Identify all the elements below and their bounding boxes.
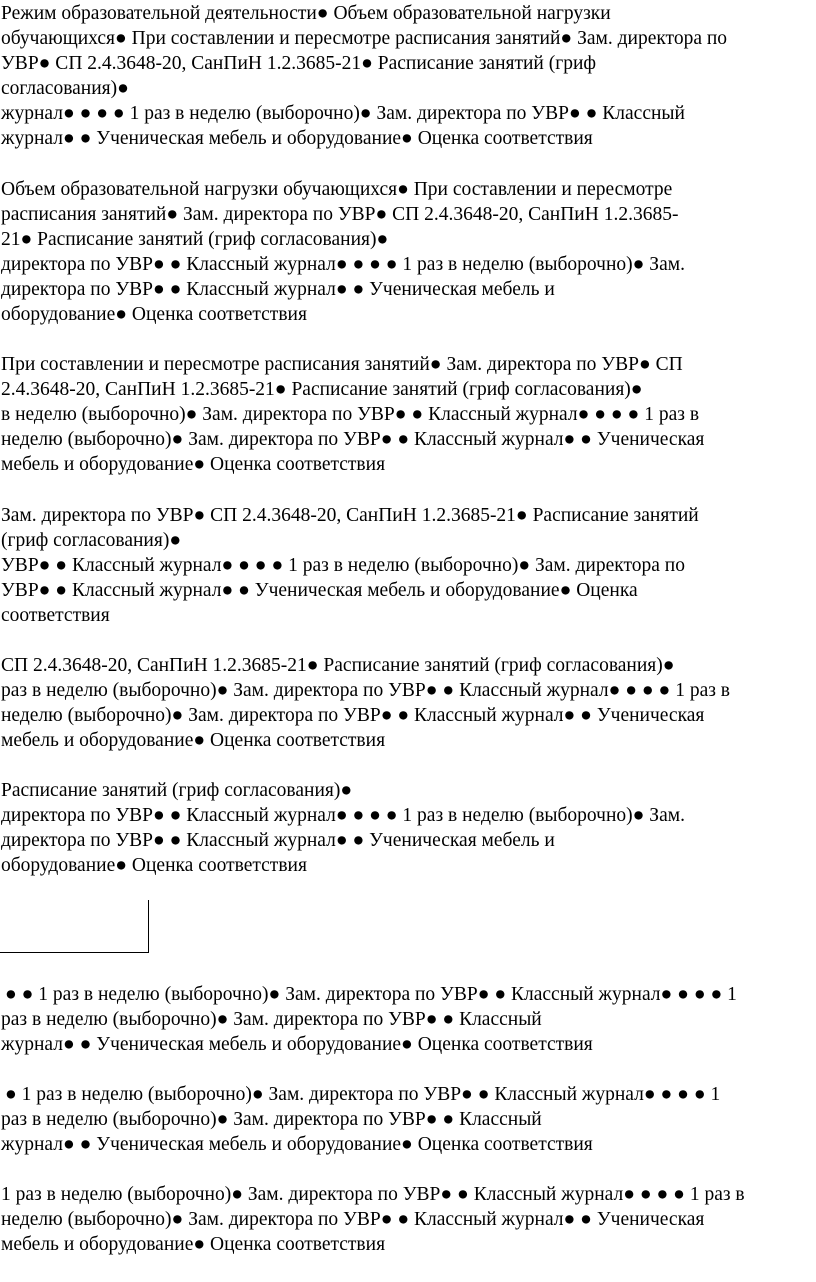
text-line: раз в неделю (выборочно)● Зам. директора по УВР● ● Классный (1, 1109, 542, 1130)
text-line: ● 1 раз в неделю (выборочно)● Зам. директора по УВР● ● Классный журнал● ● ● ● 1 (5, 1084, 721, 1105)
text-line: раз в неделю (выборочно)● Зам. директора по УВР● ● Классный журнал● ● ● ● 1 раз в (1, 680, 731, 701)
text-line: директора по УВР● ● Классный журнал● ● Ученическая мебель и (1, 279, 555, 300)
text-line: раз в неделю (выборочно)● Зам. директора по УВР● ● Классный (1, 1009, 542, 1030)
text-line: соответствия (1, 605, 110, 626)
text-line: 2.4.3648-20, СанПиН 1.2.3685-21● Расписание занятий (гриф согласования)● (1, 379, 643, 400)
text-line: мебель и оборудование● Оценка соответствия (1, 1234, 386, 1255)
text-line: 1 раз в неделю (выборочно)● Зам. директора по УВР● ● Классный журнал● ● ● ● 1 раз в (1, 1184, 745, 1205)
text-line: мебель и оборудование● Оценка соответствия (1, 730, 386, 751)
text-line: директора по УВР● ● Классный журнал● ● ● ● 1 раз в неделю (выборочно)● Зам. (1, 805, 685, 826)
text-line: неделю (выборочно)● Зам. директора по УВР● ● Классный журнал● ● Ученическая (1, 705, 705, 726)
table-cell-border (0, 900, 149, 953)
text-line: СП 2.4.3648-20, СанПиН 1.2.3685-21● Расписание занятий (гриф согласования)● (1, 655, 675, 676)
text-line: неделю (выборочно)● Зам. директора по УВР● ● Классный журнал● ● Ученическая (1, 429, 705, 450)
text-line: УВР● ● Классный журнал● ● ● ● 1 раз в неделю (выборочно)● Зам. директора по (1, 555, 685, 576)
text-line: (гриф согласования)● (1, 530, 182, 551)
text-line: мебель и оборудование● Оценка соответствия (1, 454, 386, 475)
text-line: в неделю (выборочно)● Зам. директора по УВР● ● Классный журнал● ● ● ● 1 раз в (1, 404, 700, 425)
text-line: директора по УВР● ● Классный журнал● ● Ученическая мебель и (1, 830, 555, 851)
text-line: обучающихся● При составлении и пересмотре расписания занятий● Зам. директора по (1, 28, 728, 49)
text-line: оборудование● Оценка соответствия (1, 855, 307, 876)
text-line: неделю (выборочно)● Зам. директора по УВР● ● Классный журнал● ● Ученическая (1, 1209, 705, 1230)
text-line: Режим образовательной деятельности● Объем образовательной нагрузки (1, 3, 611, 24)
text-line: Зам. директора по УВР● СП 2.4.3648-20, СанПиН 1.2.3685-21● Расписание занятий (1, 505, 699, 526)
text-line: согласования)● (1, 78, 129, 99)
text-line: 21● Расписание занятий (гриф согласования)● (1, 229, 389, 250)
text-line: Расписание занятий (гриф согласования)● (1, 780, 353, 801)
text-line: При составлении и пересмотре расписания занятий● Зам. директора по УВР● СП (1, 354, 683, 375)
text-line: УВР● ● Классный журнал● ● Ученическая мебель и оборудование● Оценка (1, 580, 638, 601)
text-line: директора по УВР● ● Классный журнал● ● ● ● 1 раз в неделю (выборочно)● Зам. (1, 254, 685, 275)
text-line: УВР● СП 2.4.3648-20, СанПиН 1.2.3685-21● Расписание занятий (гриф (1, 53, 597, 74)
text-line: ● ● 1 раз в неделю (выборочно)● Зам. директора по УВР● ● Классный журнал● ● ● ● 1 (5, 984, 737, 1005)
text-line: оборудование● Оценка соответствия (1, 304, 307, 325)
text-line: журнал● ● Ученическая мебель и оборудование● Оценка соответствия (1, 1134, 593, 1155)
text-line: журнал● ● Ученическая мебель и оборудование● Оценка соответствия (1, 1034, 593, 1055)
text-line: журнал● ● ● ● 1 раз в неделю (выборочно)● Зам. директора по УВР● ● Классный (1, 103, 685, 124)
text-line: журнал● ● Ученическая мебель и оборудование● Оценка соответствия (1, 128, 593, 149)
text-line: расписания занятий● Зам. директора по УВР● СП 2.4.3648-20, СанПиН 1.2.3685- (1, 204, 679, 225)
text-line: Объем образовательной нагрузки обучающихся● При составлении и пересмотре (1, 179, 673, 200)
